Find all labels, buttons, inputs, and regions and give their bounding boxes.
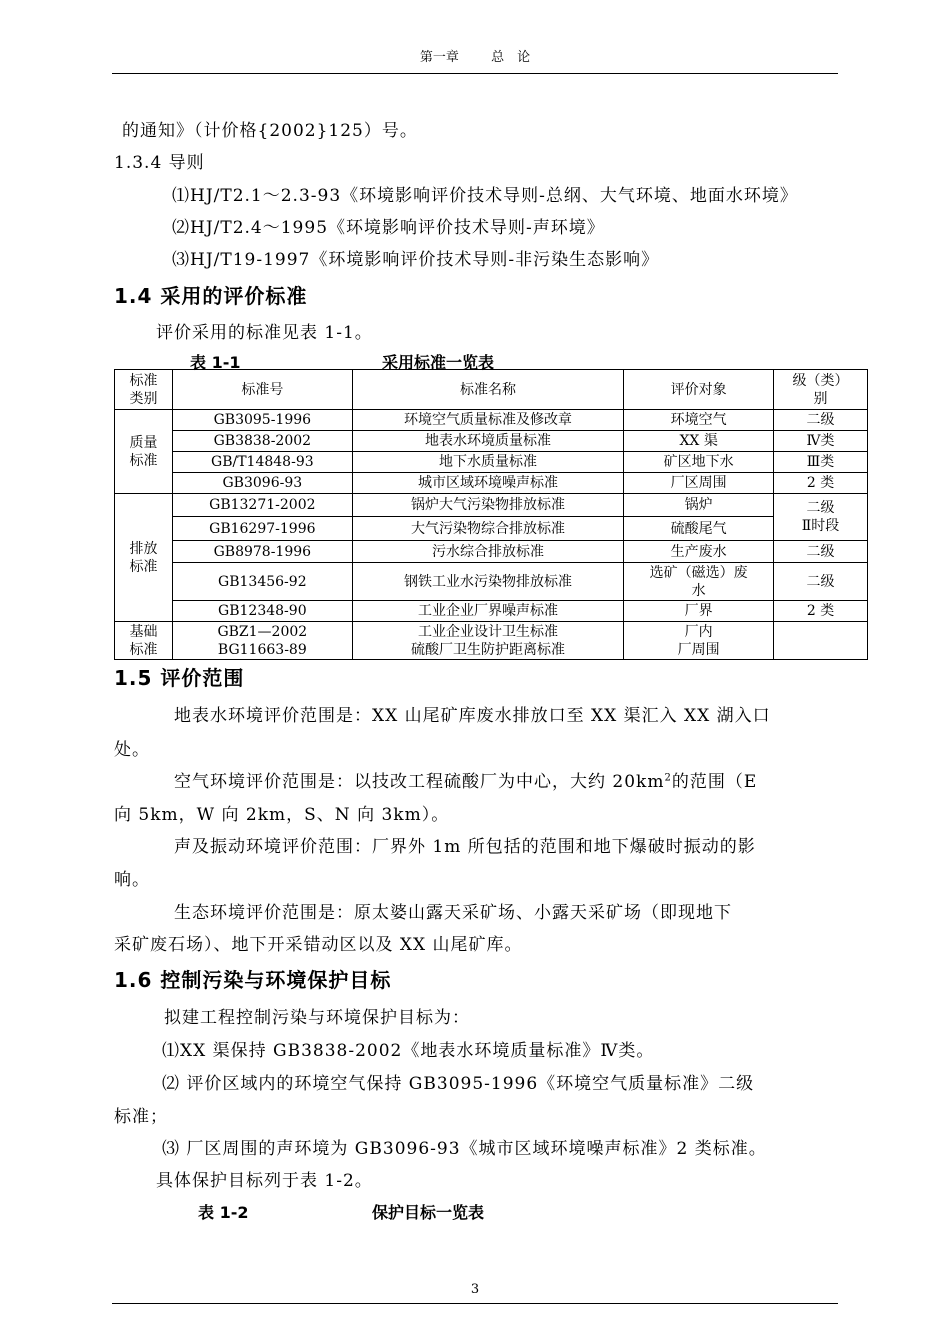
paragraph-line: 标准；	[114, 1107, 168, 1127]
cell-object: 选矿（磁选）废 水	[624, 563, 774, 601]
cell-grade: 二级	[774, 563, 868, 601]
cell-object: 厂界	[624, 601, 774, 622]
list-item: ⑵HJ/T2.4～1995《环境影响评价技术导则-声环境》	[172, 218, 605, 238]
cell-standard-no: GB13456-92	[172, 563, 352, 601]
cell-standard-name: 城市区域环境噪声标准	[352, 473, 624, 494]
header-category: 标准 类别	[115, 370, 173, 410]
list-item: ⑵ 评价区域内的环境空气保持 GB3095-1996《环境空气质量标准》二级	[162, 1074, 755, 1094]
cell-standard-name: 钢铁工业水污染物排放标准	[352, 563, 624, 601]
cell-grade: Ⅳ类	[774, 431, 868, 452]
paragraph-line: 生态环境评价范围是：原太婆山露天采矿场、小露天采矿场（即现地下	[174, 903, 732, 923]
table-1-2-number: 表 1-2	[198, 1203, 249, 1222]
cell-grade-merged: 二级 Ⅱ时段	[774, 494, 868, 541]
cell-standard-no: GB/T14848-93	[172, 452, 352, 473]
cell-grade	[774, 622, 868, 660]
footer-rule	[112, 1303, 838, 1304]
cell-object: 厂内 厂周围	[624, 622, 774, 660]
cell-object: 矿区地下水	[624, 452, 774, 473]
table-row	[115, 541, 868, 563]
table-row	[115, 622, 868, 660]
section-heading-1-6: 1.6 控制污染与环境保护目标	[114, 968, 392, 992]
header-grade: 级（类） 别	[774, 370, 868, 410]
table-header-row	[115, 370, 868, 410]
cell-standard-name: 地下水质量标准	[352, 452, 624, 473]
category-basic: 基础 标准	[115, 622, 173, 660]
list-item: ⑴HJ/T2.1～2.3-93《环境影响评价技术导则-总纲、大气环境、地面水环境》	[172, 186, 798, 206]
cell-standard-no: GB13271-2002	[172, 494, 352, 517]
cell-grade: 2 类	[774, 601, 868, 622]
cell-standard-name: 大气污染物综合排放标准	[352, 517, 624, 541]
header-object: 评价对象	[624, 370, 774, 410]
cell-object: 环境空气	[624, 410, 774, 431]
table-row	[115, 517, 868, 541]
cell-standard-no: GB3096-93	[172, 473, 352, 494]
cell-standard-name: 锅炉大气污染物排放标准	[352, 494, 624, 517]
paragraph-line: 具体保护目标列于表 1-2。	[156, 1171, 373, 1191]
cell-standard-no: GB3095-1996	[172, 410, 352, 431]
category-quality: 质量 标准	[115, 410, 173, 494]
cell-standard-no: GBZ1—2002 BG11663-89	[172, 622, 352, 660]
table-row	[115, 452, 868, 473]
cell-standard-no: GB8978-1996	[172, 541, 352, 563]
table-1-2-title: 保护目标一览表	[372, 1203, 485, 1222]
paragraph-line: 地表水环境评价范围是：XX 山尾矿库废水排放口至 XX 渠汇入 XX 湖入口	[174, 706, 771, 726]
section-heading-1-4: 1.4 采用的评价标准	[114, 284, 308, 308]
table-row	[115, 563, 868, 601]
cell-standard-name: 污水综合排放标准	[352, 541, 624, 563]
cell-standard-name: 工业企业设计卫生标准 硫酸厂卫生防护距离标准	[352, 622, 624, 660]
header-rule	[112, 73, 838, 74]
cell-standard-name: 环境空气质量标准及修改章	[352, 410, 624, 431]
header-standard-name: 标准名称	[352, 370, 624, 410]
cell-standard-no: GB3838-2002	[172, 431, 352, 452]
paragraph-line: 响。	[114, 870, 150, 890]
paragraph-line: 评价采用的标准见表 1-1。	[156, 323, 373, 343]
cell-object: XX 渠	[624, 431, 774, 452]
section-heading-1-5: 1.5 评价范围	[114, 666, 245, 690]
table-row	[115, 494, 868, 517]
paragraph-line: 拟建工程控制污染与环境保护目标为：	[164, 1008, 470, 1028]
table-row	[115, 431, 868, 452]
paragraph-line: 处。	[114, 740, 150, 760]
cell-standard-no: GB16297-1996	[172, 517, 352, 541]
list-item: ⑴XX 渠保持 GB3838-2002《地表水环境质量标准》Ⅳ类。	[162, 1041, 655, 1061]
cell-standard-no: GB12348-90	[172, 601, 352, 622]
header-standard-no: 标准号	[172, 370, 352, 410]
table-1-1-number: 表 1-1	[190, 353, 241, 372]
page-header	[0, 46, 950, 65]
cell-object: 生产废水	[624, 541, 774, 563]
chapter-title: 总 论	[491, 50, 531, 65]
paragraph-line: 采矿废石场）、地下开采错动区以及 XX 山尾矿库。	[114, 935, 523, 955]
cell-object: 硫酸尾气	[624, 517, 774, 541]
table-1-1-title: 采用标准一览表	[382, 353, 495, 372]
table-row	[115, 410, 868, 431]
table-row	[115, 473, 868, 494]
category-discharge: 排放 标准	[115, 494, 173, 622]
standards-table	[114, 369, 868, 660]
subsection-heading: 1.3.4 导则	[114, 153, 205, 173]
cell-standard-name: 工业企业厂界噪声标准	[352, 601, 624, 622]
page-number: 3	[470, 1282, 480, 1297]
cell-grade: 二级	[774, 410, 868, 431]
paragraph-line: 向 5km，W 向 2km，S、N 向 3km）。	[114, 805, 450, 825]
paragraph-line: 的通知》（计价格{2002}125）号。	[122, 121, 418, 141]
cell-object: 厂区周围	[624, 473, 774, 494]
cell-grade: Ⅲ类	[774, 452, 868, 473]
cell-grade: 二级	[774, 541, 868, 563]
chapter-number: 第一章	[419, 50, 459, 65]
cell-object: 锅炉	[624, 494, 774, 517]
list-item: ⑶ 厂区周围的声环境为 GB3096-93《城市区域环境噪声标准》2 类标准。	[162, 1139, 767, 1159]
table-row	[115, 601, 868, 622]
paragraph-line: 声及振动环境评价范围：厂界外 1m 所包括的范围和地下爆破时振动的影	[174, 837, 756, 857]
list-item: ⑶HJ/T19-1997《环境影响评价技术导则-非污染生态影响》	[172, 250, 660, 270]
cell-standard-name: 地表水环境质量标准	[352, 431, 624, 452]
paragraph-line: 空气环境评价范围是：以技改工程硫酸厂为中心，大约 $20km^2$的范围（E	[174, 772, 758, 792]
cell-grade: 2 类	[774, 473, 868, 494]
